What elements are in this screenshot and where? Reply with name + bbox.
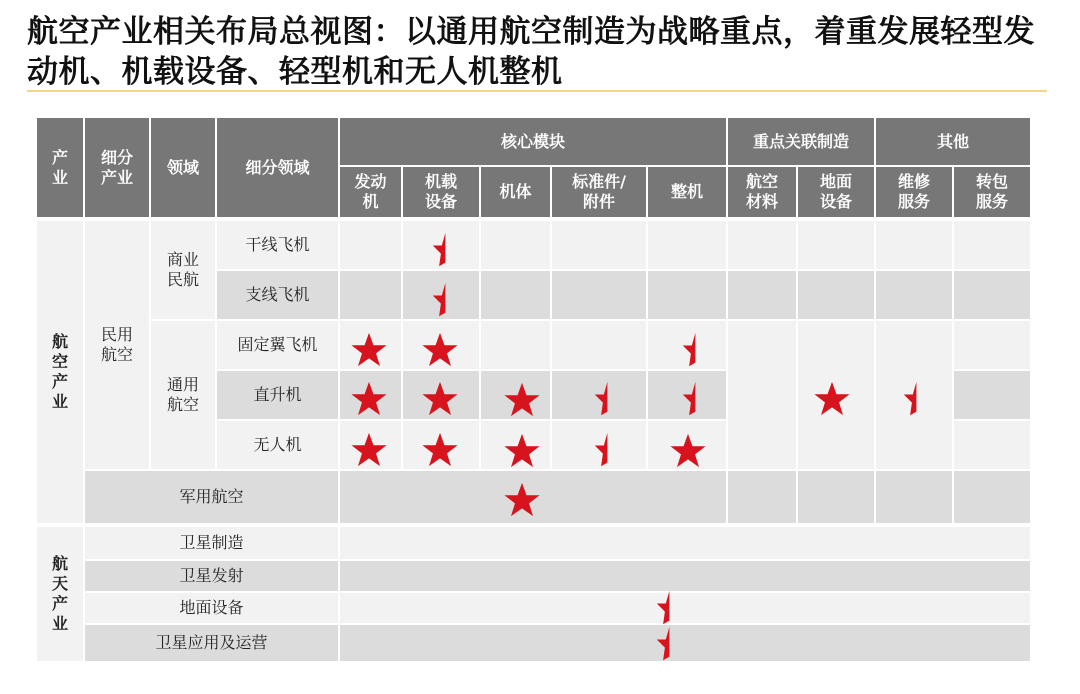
row-label-satellite-launch: 卫星发射: [85, 561, 340, 593]
cell: [954, 471, 1032, 525]
half-star-icon: [672, 332, 708, 368]
cell: [954, 371, 1032, 421]
cell: [954, 321, 1032, 371]
row-label-satellite-manufacturing: 卫星制造: [85, 527, 340, 561]
row-label-helicopter: 直升机: [217, 371, 340, 421]
cell: [798, 221, 876, 271]
star-icon: [350, 380, 388, 418]
cell: [876, 471, 954, 525]
cell: [728, 471, 798, 525]
half-star-icon: [422, 282, 458, 318]
star-icon: [813, 380, 851, 418]
header-sub-industry: 细分 产业: [85, 118, 151, 219]
row-label-trunk: 干线飞机: [217, 221, 340, 271]
half-star-icon: [893, 381, 929, 417]
cell: [552, 271, 648, 321]
half-star-icon: [422, 232, 458, 268]
header-col-ground-equipment: 地面 设备: [798, 167, 876, 219]
star-icon: [421, 431, 459, 469]
civil-aviation-label: 民用 航空: [85, 221, 151, 471]
cell: [728, 321, 798, 471]
star-icon: [503, 481, 541, 519]
header-other: 其他: [876, 118, 1032, 167]
header-sub-field: 细分领域: [217, 118, 340, 219]
cell: [340, 527, 1032, 561]
star-icon: [503, 381, 541, 419]
star-icon: [669, 432, 707, 470]
cell: [954, 221, 1032, 271]
header-col-avionics: 机载 设备: [403, 167, 481, 219]
cell: [481, 321, 552, 371]
row-label-ground-equipment: 地面设备: [85, 593, 340, 625]
header-col-subcontract: 转包 服务: [954, 167, 1032, 219]
cell: [340, 271, 403, 321]
half-star-icon: [646, 626, 682, 662]
half-star-icon: [584, 381, 620, 417]
cell: [552, 321, 648, 371]
cell: [340, 625, 1032, 663]
cell: [648, 271, 728, 321]
row-label-fixed-wing: 固定翼飞机: [217, 321, 340, 371]
cell: [552, 221, 648, 271]
aviation-industry-label: 航 空 产 业: [37, 221, 85, 525]
page-title: 航空产业相关布局总视图：以通用航空制造为战略重点，着重发展轻型发动机、机载设备、轻型机和无人机整机: [27, 14, 1035, 90]
header-related-manufacturing: 重点关联制造: [728, 118, 876, 167]
cell: [876, 271, 954, 321]
star-icon: [350, 331, 388, 369]
header-col-maintenance: 维修 服务: [876, 167, 954, 219]
header-industry: 产 业: [37, 118, 85, 219]
cell: [481, 271, 552, 321]
star-icon: [350, 431, 388, 469]
star-icon: [421, 331, 459, 369]
cell: [340, 593, 1032, 625]
row-label-satellite-operations: 卫星应用及运营: [85, 625, 340, 663]
cell: [340, 561, 1032, 593]
commercial-aviation-label: 商业 民航: [151, 221, 217, 321]
cell: [648, 221, 728, 271]
cell: [481, 221, 552, 271]
row-label-regional: 支线飞机: [217, 271, 340, 321]
cell: [798, 271, 876, 321]
half-star-icon: [584, 432, 620, 468]
general-aviation-label: 通用 航空: [151, 321, 217, 471]
header-field: 领域: [151, 118, 217, 219]
star-icon: [503, 432, 541, 470]
cell: [798, 471, 876, 525]
header-col-parts: 标准件/ 附件: [552, 167, 648, 219]
cell: [728, 221, 798, 271]
cell: [954, 421, 1032, 471]
row-label-military: 军用航空: [85, 471, 340, 525]
cell: [876, 221, 954, 271]
header-col-airframe: 机体: [481, 167, 552, 219]
header-col-complete-aircraft: 整机: [648, 167, 728, 219]
star-icon: [421, 380, 459, 418]
aerospace-industry-label: 航 天 产 业: [37, 527, 85, 663]
header-col-engine: 发动 机: [340, 167, 403, 219]
row-label-uav: 无人机: [217, 421, 340, 471]
header-core-module: 核心模块: [340, 118, 728, 167]
cell: [728, 271, 798, 321]
cell: [954, 271, 1032, 321]
header-col-materials: 航空 材料: [728, 167, 798, 219]
half-star-icon: [646, 590, 682, 626]
half-star-icon: [672, 381, 708, 417]
cell: [340, 221, 403, 271]
